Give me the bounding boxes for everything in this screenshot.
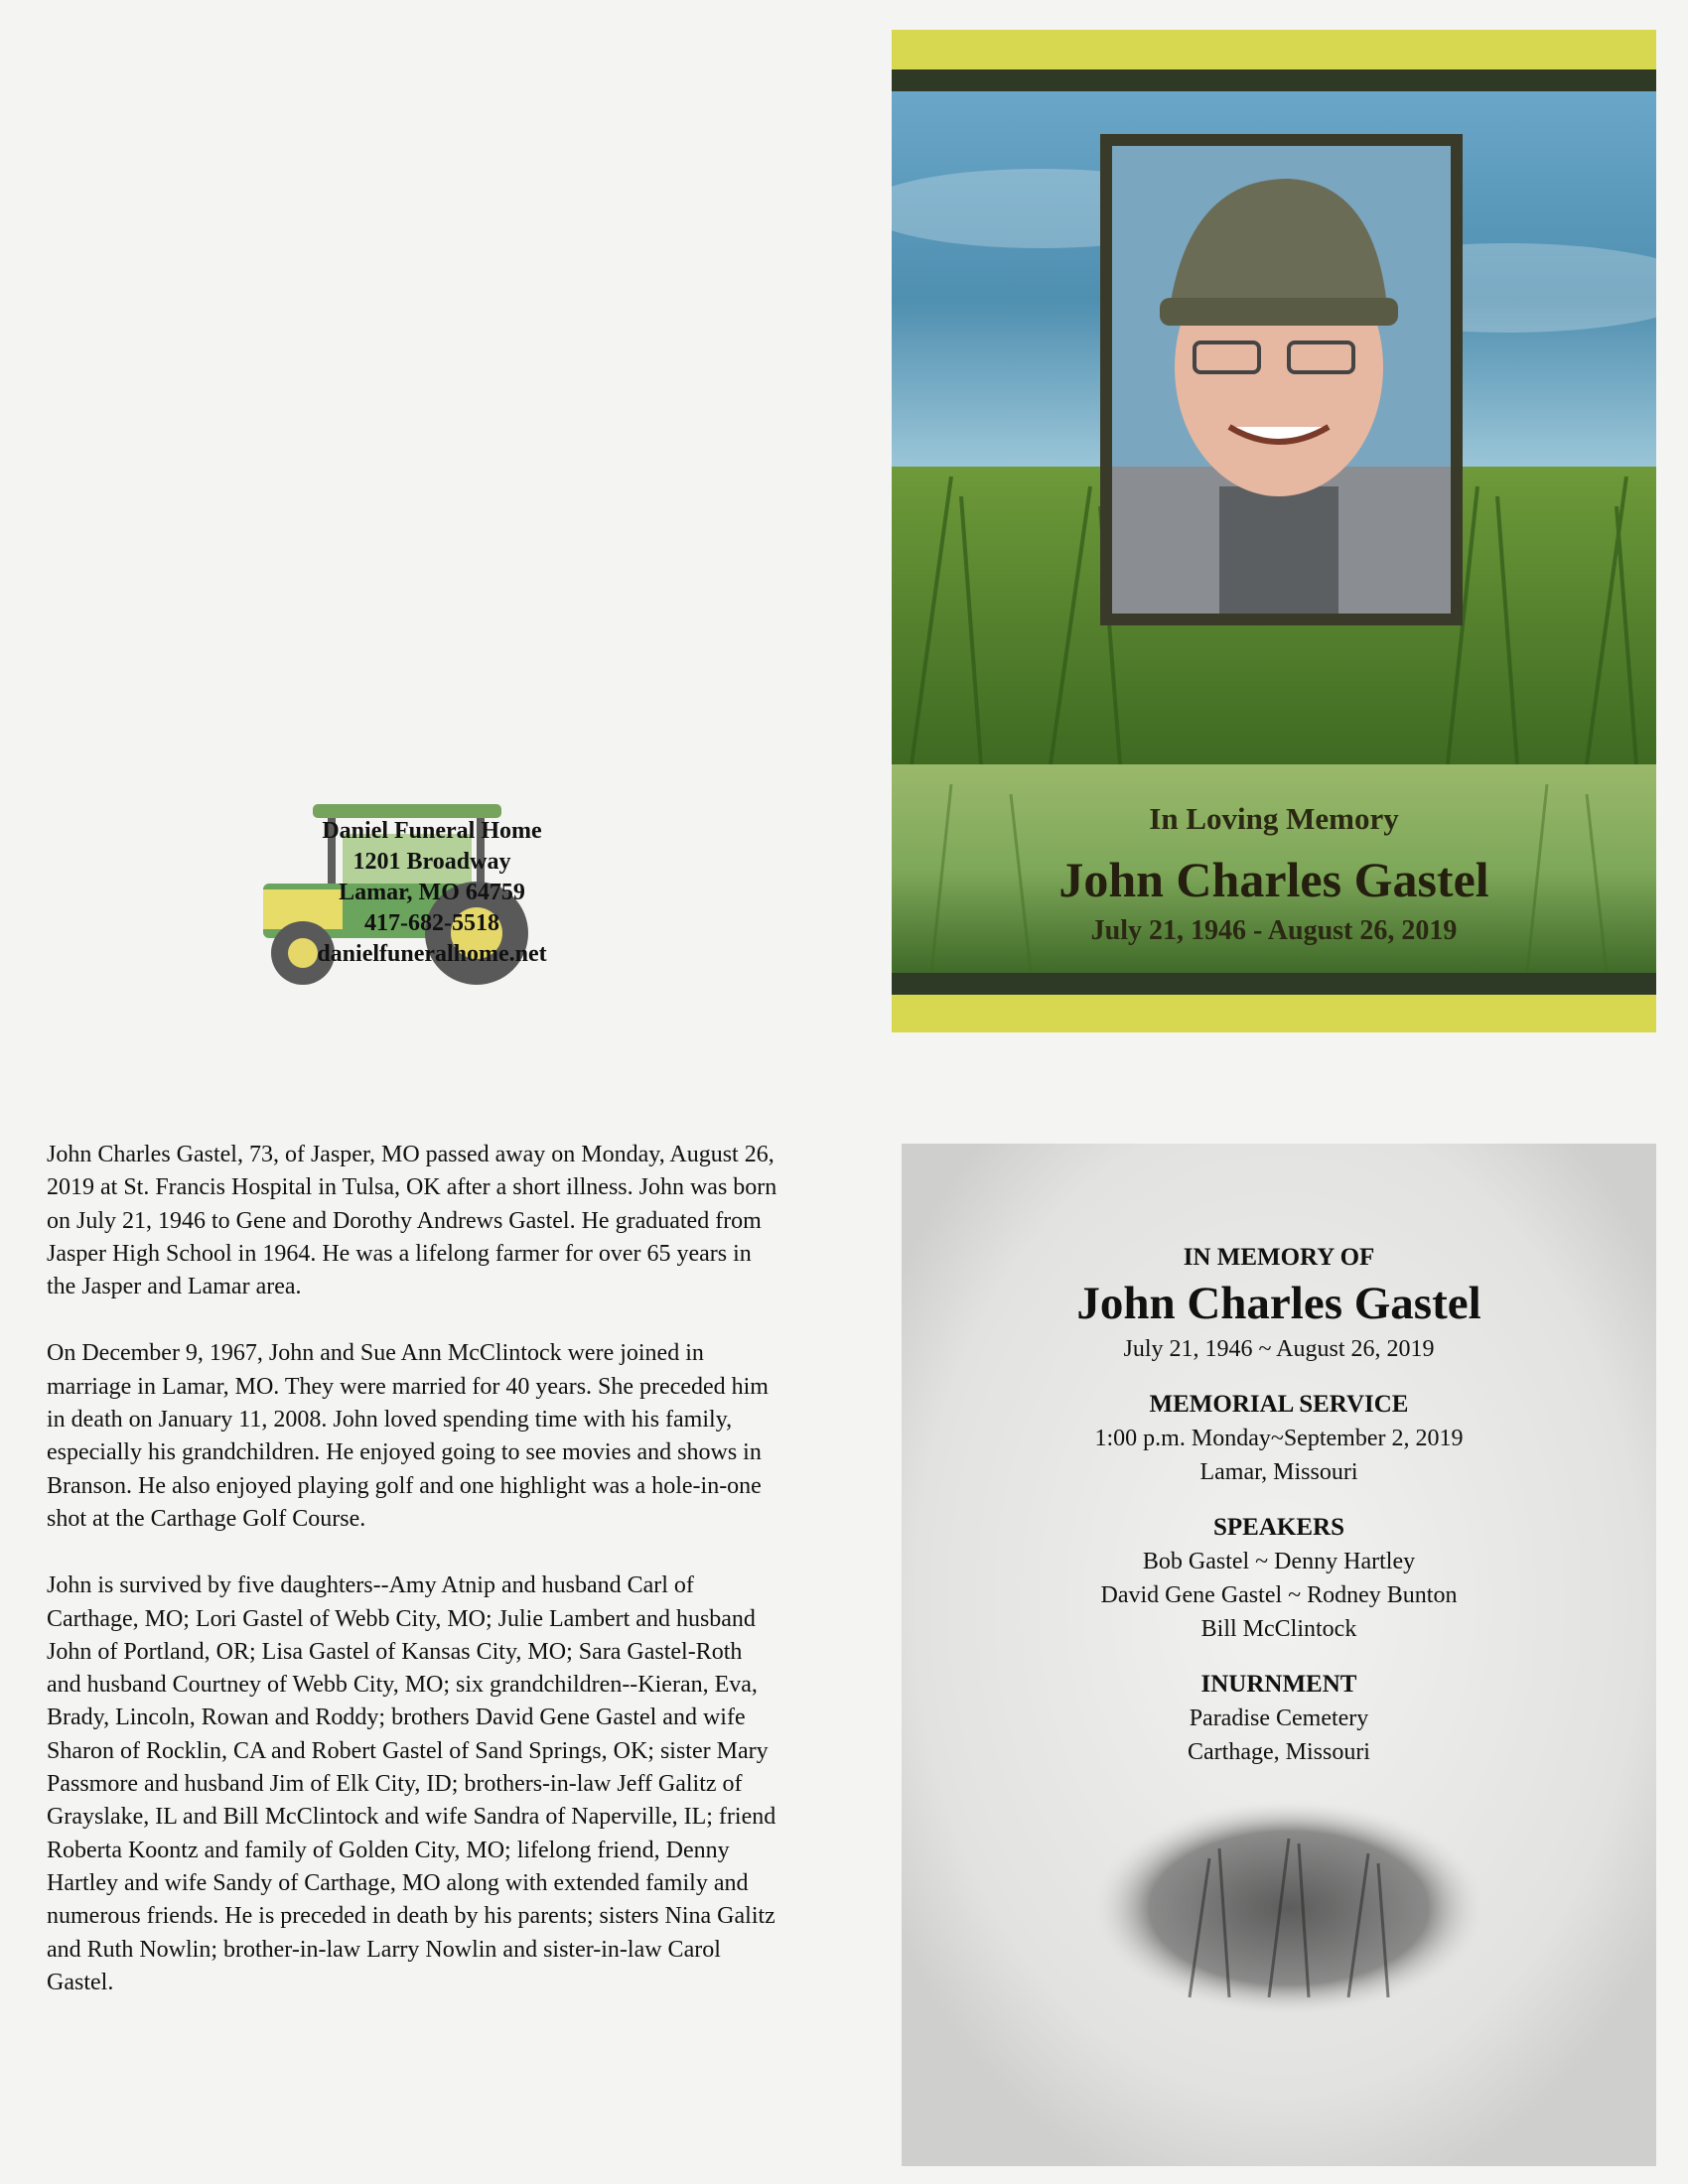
- in-memory-heading: IN MEMORY OF: [1183, 1244, 1375, 1271]
- speakers-line: Bill McClintock: [1200, 1616, 1357, 1642]
- obituary-paragraph: John Charles Gastel, 73, of Jasper, MO passed away on Monday, August 26, 2019 at St. Francis Hospital in Tulsa, OK after a short illness. John was born on July 21, 1946 to Gene and Dorothy Andrews Gastel. He graduated from Jasper High School in 1964. He was a lifelong farmer for over 65 years in the Jasper and Lamar area.: [47, 1142, 777, 1300]
- service-time: 1:00 p.m. Monday~September 2, 2019: [1094, 1426, 1464, 1451]
- program-text: [902, 1241, 1656, 1769]
- front-cover: [892, 30, 1656, 1032]
- funeral-home-city: Lamar, MO 64759: [339, 880, 525, 905]
- cover-name: John Charles Gastel: [1058, 852, 1489, 907]
- funeral-home-text: [223, 816, 640, 970]
- service-place: Lamar, Missouri: [1199, 1459, 1358, 1485]
- obituary: [47, 1139, 781, 2033]
- funeral-home-website: danielfuneralhome.net: [317, 941, 547, 967]
- obituary-paragraph: On December 9, 1967, John and Sue Ann McClintock were joined in marriage in Lamar, MO. They were married for 40 years. She preceded him in death on January 11, 2008. John loved spending time with his family, especially his grandchildren. He enjoyed going to see movies and shows in Branson. He also enjoyed playing golf and one highlight was a hole-in-one shot at the Carthage Golf Course.: [47, 1340, 769, 1532]
- speakers-line: Bob Gastel ~ Denny Hartley: [1142, 1549, 1416, 1574]
- inurnment-heading: INURNMENT: [1200, 1671, 1357, 1698]
- service-program: [902, 1144, 1656, 2166]
- funeral-home-block: [223, 794, 640, 993]
- funeral-home-street: 1201 Broadway: [352, 849, 511, 875]
- speakers-line: David Gene Gastel ~ Rodney Bunton: [1100, 1582, 1458, 1608]
- memorial-service-heading: MEMORIAL SERVICE: [1149, 1391, 1409, 1418]
- funeral-home-phone: 417-682-5518: [364, 910, 499, 936]
- cover-text: [892, 799, 1656, 950]
- inurnment-cemetery: Paradise Cemetery: [1189, 1706, 1369, 1731]
- program-name: John Charles Gastel: [1076, 1278, 1481, 1329]
- cover-pre-title: In Loving Memory: [1149, 801, 1399, 836]
- cover-dates: July 21, 1946 - August 26, 2019: [1090, 915, 1458, 946]
- obituary-paragraph: John is survived by five daughters--Amy Atnip and husband Carl of Carthage, MO; Lori Gastel of Webb City, MO; Julie Lambert and husband John of Portland, OR; Lisa Gastel of Kansas City, MO; Sara Gastel-Roth and husband Courtney of Webb City, MO; six grandchildren--Kieran, Eva, Brady, Lincoln, Rowan and Roddy; brothers David Gene Gastel and wife Sharon of Rocklin, CA and Robert Gastel of Sand Springs, OK; sister Mary Passmore and husband Jim of Elk City, ID; brothers-in-law Jeff Galitz of Grayslake, IL and Bill McClintock and wife Sandra of Naperville, IL; friend Roberta Koontz and family of Golden City, MO; lifelong friend, Denny Hartley and wife Sandy of Carthage, MO along with extended family and numerous friends. He is preceded in death by his parents; sisters Nina Galitz and Ruth Nowlin; brother-in-law Larry Nowlin and sister-in-law Carol Gastel.: [47, 1572, 776, 1995]
- funeral-home-name: Daniel Funeral Home: [322, 818, 542, 844]
- inurnment-place: Carthage, Missouri: [1188, 1739, 1370, 1765]
- program-dates: July 21, 1946 ~ August 26, 2019: [1123, 1336, 1435, 1362]
- speakers-heading: SPEAKERS: [1213, 1514, 1344, 1541]
